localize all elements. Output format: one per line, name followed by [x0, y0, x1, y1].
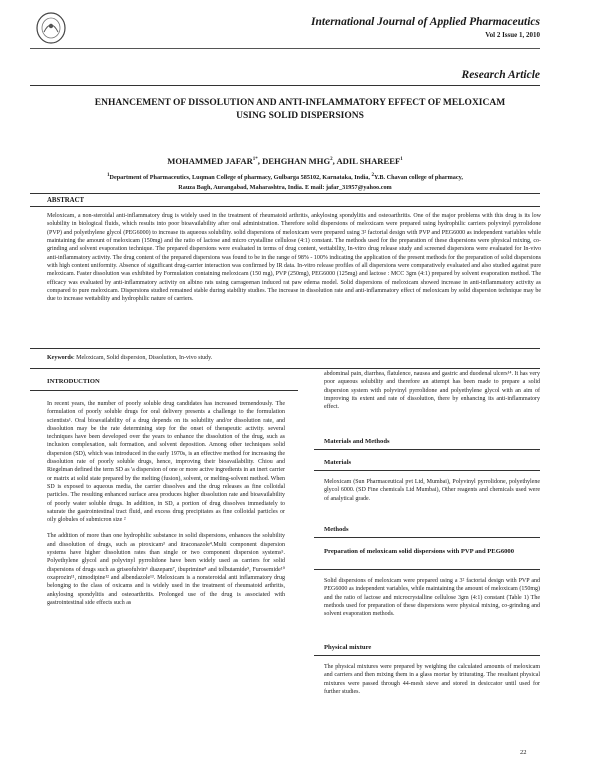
abstract-top-divider — [30, 193, 540, 194]
preparation-paragraph: Solid dispersions of meloxicam were prepared using a 3² factorial design with PVP and PEG6000 as independent variables, while maintaining the amount of meloxicam (150mg) and the ratio of lactose and microcrystalline cellulose 3gm (4:1) constant (Table 1) The methods used for preparation of these dispersions were physical mixing, co-grinding and solvent evaporation methods. — [324, 578, 540, 618]
physical-mixture-divider — [314, 655, 540, 656]
physical-mixture-paragraph: The physical mixtures were prepared by weighing the calculated amounts of meloxicam and carriers and then mixing them in a glass mortar by triturating. The resultant physical mixtures were passed through 44-mesh sieve and stored in desiccator until used for further studies. — [324, 664, 540, 695]
preparation-heading: Preparation of meloxicam solid dispersions with PVP and PEG6000 — [324, 548, 515, 555]
affiliation-2: Y.B. Chavan college of pharmacy, — [373, 174, 463, 182]
materials-methods-divider — [314, 449, 540, 450]
right-column-text — [324, 370, 540, 419]
research-type-divider — [30, 85, 540, 86]
author-2-sup: 2 — [330, 157, 333, 163]
author-1-sup: 1* — [252, 157, 258, 163]
intro-paragraph-1: In recent years, the number of poorly soluble drug candidates has increased tremendously. The formulation of poorly soluble drugs for oral delivery presents a challenge to the formulation scientists¹. Oral bioavailability of a drug depends on its solubility and/or dissolution rate, and dissolution may be the rate determining step for the onset of therapeutic activity. several techniques have been developed over the years to enhance the dissolution of the drug, such as inclusion complexation, salt formation, and solvent deposition. Among other techniques solid dispersion (SD), which was introduced in the early 1970s, is an effective method for increasing the dissolution rate of poorly soluble drugs, hence, improving their bioavailability. Chiou and Riegelman defined the term SD as 'a dispersion of one or more active ingredients in an inert carrier or matrix at solid state prepared by the melting (fusion), solvent, or melting-solvent method. When SD is exposed to aqueous media, the carrier dissolves and the drug releases as fine colloidal particles. The resulting enhanced surface area produces higher dissolution rate and bioavailability of poorly water soluble drugs. In addition, in SD, a portion of drug dissolves immediately to saturate the gastrointestinal tract fluid, and excess drug precipitates as fine colloidal particles or oily globules of submicron size ² — [47, 401, 285, 524]
journal-volume: Vol 2 Issue 1, 2010 — [485, 31, 540, 39]
affiliation-line-2: Rauza Bagh, Aurangabad, Maharashtra, India. E mail: jafar_31957@yahoo.com — [178, 184, 392, 192]
abstract-heading: ABSTRACT — [47, 197, 85, 204]
materials-methods-heading: Materials and Methods — [324, 438, 390, 445]
journal-logo — [34, 10, 68, 46]
title-line-1: ENHANCEMENT OF DISSOLUTION AND ANTI-INFLAMMATORY EFFECT OF MELOXICAM — [94, 98, 506, 108]
author-2: , DEHGHAN MHG — [257, 156, 331, 166]
intro-paragraph-2: The addition of more than one hydrophilic substance in solid dispersions, enhances the solubility and dissolution of drugs, such as piroxicam³ and itraconazole⁴.Multi component dispersion systems have higher dissolution rates than single or two component dispersion systems⁵. Polyethylene glycol and polyvinyl pyrrolidone have been widely used as carriers for solid dispersions of drugs such as griseofulvin⁶ diazepam⁷, ibuprimine⁸ and tolbutamide⁹, Furosemide¹⁰ oxaprozin¹¹, nimodipine¹² and albendazole¹³. Meloxicam is a nonsteroidal anti inflammatory drug belonging to the class of oxicams and is widely used in the treatment of rheumatoid arthritis, ankylosing spondylitis and osteoarthritis. Prolonged use of the drug is associated with gastrointestinal side effects such as — [47, 533, 285, 606]
header-divider — [30, 48, 540, 49]
materials-paragraph: Meloxicam (Sun Pharmaceutical pvt Ltd, Mumbai), Polyvinyl pyrrolidone, polyethylene glycol 6000. (SD Fine chemicals Ltd Mumbai), Other reagents and chemicals used were of analytical grade. — [324, 479, 540, 502]
preparation-divider — [314, 569, 540, 570]
author-list — [30, 156, 540, 166]
abstract-heading-divider — [30, 206, 540, 207]
affil-sup-2: 2 — [371, 173, 374, 178]
introduction-divider — [30, 390, 298, 391]
affiliation-1: Department of Pharmaceutics, Luqman College of pharmacy, Gulbarga 585102, Karnataka, India, — [109, 174, 372, 182]
keywords-label: Keywords — [47, 355, 73, 361]
research-type-label: Research Article — [461, 69, 540, 81]
keywords-text: : Meloxicam, Solid dispersion, Dissolution, In-vivo study. — [73, 355, 213, 361]
author-3-sup: 1 — [400, 157, 403, 163]
keywords — [47, 355, 537, 361]
affiliation — [40, 171, 530, 193]
introduction-heading: INTRODUCTION — [47, 378, 100, 385]
methods-divider — [314, 537, 540, 538]
page-number: 22 — [520, 749, 527, 756]
author-3: , ADIL SHAREEF — [332, 156, 401, 166]
materials-divider — [314, 470, 540, 471]
keywords-top-divider — [30, 348, 540, 349]
abstract-text: Meloxicam, a non-steroidal anti-inflammatory drug is widely used in the treatment of rheumatoid arthritis, ankylosing spondylitis and osteoarthritis. One of the major problems with this drug is its low solubility in biological fluids, which results into poor bioavailability after oral administration. Therefore solid dispersions of meloxicam were prepared using hydrophilic carriers polyvinyl pyrrolidone (PVP) and polyethylene glycol (PEG6000) to increase its aqueous solubility. solid dispersions of meloxicam were prepared using 3² factorial design with PVP and PEG6000 as independent variables while maintaining the amount of meloxicam (150mg) and the ratio of lactose and micro crystalline cellulose (4:1) constant. The methods used for the preparation of these dispersions were physical mixing, co-grinding and solvent evaporation technique. The prepared dispersions were evaluated in terms of drug content, wettability, In-vitro drug release study and screened dispersions were evaluated for In-vivo anti-inflammatory activity. The drug content of the prepared dispersions was found to be in the range of 98% - 100% indicating the application of the present methods for the preparation of solid dispersions with high content uniformity. Absence of significant drug-carrier interaction was confirmed by IR data. In-vitro release profiles of all dispersions were comparatively evaluated and also studied against pure meloxicam. Faster dissolution was exhibited by Formulation containing meloxicam (150 mg), PVP (250mg), PEG6000 (125mg) and lactose : MCC 3gm (4:1) prepared by solvent evaporation method. The efficacy was evaluated by anti-inflammatory activity on albino rats using carrageenan induced rat paw edema model. Solid dispersions of meloxicam showed increase in anti-inflammatory activity as compared to pure meloxicam. Dispersions studied remained stable during stability studies. The increase in dissolution rate and anti-inflammatory effect of meloxicam by solid dispersion technique may be due to increase wettability and hydrophilic nature of carriers. — [47, 213, 541, 303]
affiliation-line-1 — [40, 171, 530, 183]
journal-name: International Journal of Applied Pharmaceutics — [311, 16, 540, 28]
author-1: MOHAMMED JAFAR — [167, 156, 253, 166]
left-column-text — [47, 400, 285, 615]
keywords-bottom-divider — [30, 368, 540, 369]
affil-sup-1: 1 — [107, 173, 110, 178]
article-title — [70, 97, 530, 123]
right-paragraph-1: abdominal pain, diarrhea, flatulence, nausea and gastric and duodenal ulcers¹⁴. It has very poor aqueous solubility and therefore an attempt has been made to prepare a solid dispersion system with polyvinyl pyrrolidone and polyethylene glycol with an aim of improving its extent and rate of dissolution, there by enhancing its anti-inflammatory effect. — [324, 371, 540, 411]
materials-heading: Materials — [324, 459, 352, 466]
methods-heading: Methods — [324, 526, 349, 533]
title-line-2: USING SOLID DISPERSIONS — [236, 111, 364, 121]
physical-mixture-heading: Physical mixture — [324, 644, 372, 651]
